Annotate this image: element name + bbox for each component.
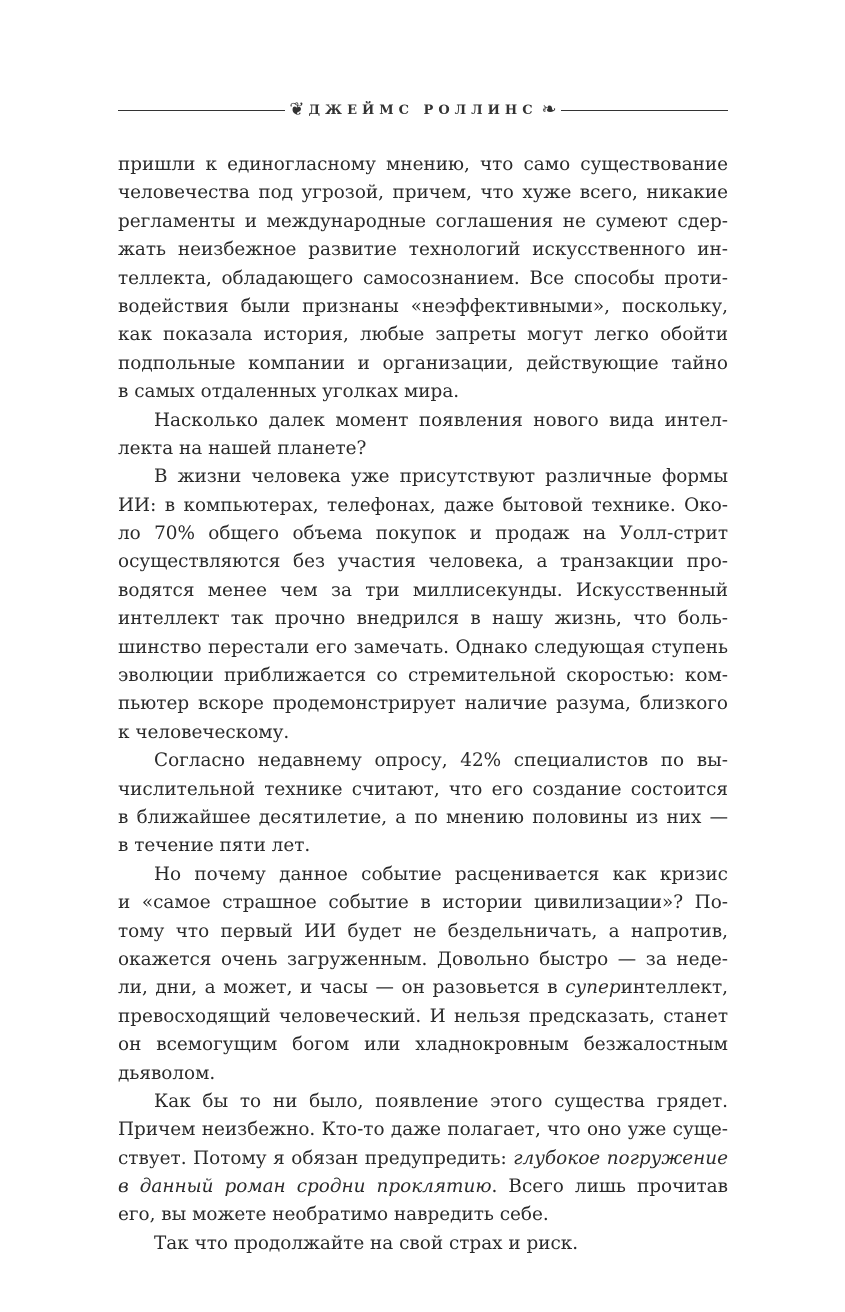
- text-segment: дьяволом.: [118, 1062, 216, 1084]
- text-segment: в самых отдаленных уголках мира.: [118, 381, 460, 403]
- flourish-ornament-right-icon: ❧: [541, 99, 557, 120]
- text-line: [118, 492, 728, 520]
- paragraph: [118, 861, 728, 1088]
- text-segment: интеллект,: [620, 977, 728, 999]
- paragraph: [118, 151, 728, 407]
- text-line: [118, 690, 728, 718]
- text-segment: Причем неизбежно. Кто-то даже полагает, что оно уже суще-: [118, 1119, 728, 1141]
- italic-text: супер: [565, 977, 621, 999]
- text-line: [118, 1031, 728, 1059]
- text-line: [118, 1088, 728, 1116]
- text-line: [118, 1116, 728, 1144]
- paragraph: [118, 463, 728, 747]
- text-line: [118, 918, 728, 946]
- text-line: [118, 1230, 728, 1258]
- text-segment: осуществляются без участия человека, а транзакции про-: [118, 551, 728, 573]
- text-segment: интеллект так прочно внедрился в нашу жизнь, что боль-: [118, 608, 728, 630]
- text-line: [118, 719, 728, 747]
- text-line: [118, 151, 728, 179]
- text-segment: пришли к единогласному мнению, что само существование: [118, 154, 728, 175]
- text-segment: к человеческому.: [118, 721, 290, 743]
- text-line: [118, 946, 728, 974]
- text-segment: теллекта, обладающего самосознанием. Все способы проти-: [118, 267, 728, 289]
- text-segment: эволюции приближается со стремительной скоростью: ком-: [118, 665, 728, 687]
- text-segment: ИИ: в компьютерах, телефонах, даже бытовой технике. Око-: [118, 494, 728, 516]
- text-line: [118, 265, 728, 293]
- text-segment: жать неизбежное развитие технологий искусственного ин-: [118, 239, 728, 261]
- header-rule-right: [561, 110, 728, 111]
- text-segment: в течение пяти лет.: [118, 835, 311, 857]
- text-segment: Насколько далек момент появления нового вида интел-: [154, 409, 728, 431]
- text-segment: Но почему данное событие расценивается как кризис: [154, 863, 728, 885]
- text-segment: регламенты и международные соглашения не сумеют сдер-: [118, 210, 728, 232]
- text-line: [118, 605, 728, 633]
- text-line: [118, 321, 728, 349]
- text-line: [118, 577, 728, 605]
- text-segment: его, вы можете необратимо навредить себе.: [118, 1204, 549, 1226]
- text-line: [118, 179, 728, 207]
- text-segment: . Всего лишь прочитав: [491, 1176, 728, 1198]
- text-line: [118, 634, 728, 662]
- header-rule-left: [118, 110, 285, 111]
- text-line: [118, 1145, 728, 1173]
- flourish-ornament-left-icon: ❦: [289, 99, 305, 120]
- text-segment: водействия были признаны «неэффективными», поскольку,: [118, 295, 728, 317]
- text-line: [118, 236, 728, 264]
- text-segment: подпольные компании и организации, действующие тайно: [118, 352, 728, 374]
- text-segment: окажется очень загруженным. Довольно быстро — за неде-: [118, 948, 728, 970]
- text-segment: пьютер вскоре продемонстрирует наличие разума, близкого: [118, 693, 728, 715]
- text-segment: ствует. Потому я обязан предупредить:: [118, 1147, 514, 1169]
- text-segment: превосходящий человеческий. И нельзя предсказать, станет: [118, 1005, 728, 1027]
- text-segment: шинство перестали его замечать. Однако следующая ступень: [118, 636, 728, 658]
- text-segment: и «самое страшное событие в истории цивилизации»? По-: [118, 892, 728, 914]
- author-name: ДЖЕЙМС РОЛЛИНС: [308, 102, 538, 118]
- text-segment: лекта на нашей планете?: [118, 437, 367, 459]
- italic-text: глубокое погружение: [513, 1147, 728, 1169]
- text-segment: В жизни человека уже присутствуют различные формы: [154, 466, 728, 488]
- text-line: [118, 435, 728, 463]
- paragraph: [118, 1088, 728, 1230]
- text-segment: как показала история, любые запреты могут легко обойти: [118, 324, 728, 346]
- running-header: [118, 98, 728, 122]
- text-segment: ли, дни, а может, и часы — он разовьется в: [118, 977, 566, 999]
- text-line: [118, 378, 728, 406]
- text-line: [118, 1003, 728, 1031]
- text-line: [118, 889, 728, 917]
- text-segment: Так что продолжайте на свой страх и риск.: [154, 1232, 579, 1254]
- text-line: [118, 1060, 728, 1088]
- text-line: [118, 350, 728, 378]
- text-line: [118, 463, 728, 491]
- text-line: [118, 861, 728, 889]
- text-line: [118, 548, 728, 576]
- text-segment: числительной технике считают, что его создание состоится: [118, 778, 728, 800]
- paragraph: [118, 407, 728, 464]
- text-line: [118, 407, 728, 435]
- text-line: [118, 662, 728, 690]
- text-line: [118, 1201, 728, 1229]
- text-segment: человечества под угрозой, причем, что хуже всего, никакие: [118, 182, 728, 204]
- text-segment: он всемогущим богом или хладнокровным безжалостным: [118, 1034, 728, 1056]
- text-line: [118, 776, 728, 804]
- text-segment: ло 70% общего объема покупок и продаж на Уолл-стрит: [118, 523, 728, 545]
- text-line: [118, 208, 728, 236]
- italic-text: в данный роман сродни проклятию: [118, 1176, 492, 1198]
- paragraph: [118, 1230, 728, 1258]
- text-line: [118, 293, 728, 321]
- paragraph: [118, 747, 728, 861]
- text-segment: Согласно недавнему опросу, 42% специалистов по вы-: [154, 750, 728, 772]
- text-segment: Как бы то ни было, появление этого существа грядет.: [154, 1090, 728, 1112]
- text-line: [118, 832, 728, 860]
- page-body-text: [118, 151, 728, 1258]
- text-line: [118, 1173, 728, 1201]
- text-line: [118, 804, 728, 832]
- text-line: [118, 520, 728, 548]
- text-segment: в ближайшее десятилетие, а по мнению половины из них —: [118, 806, 728, 828]
- text-line: [118, 974, 728, 1002]
- text-line: [118, 747, 728, 775]
- text-segment: тому что первый ИИ будет не бездельничать, а напротив,: [118, 920, 728, 942]
- text-segment: водятся менее чем за три миллисекунды. Искусственный: [118, 579, 728, 601]
